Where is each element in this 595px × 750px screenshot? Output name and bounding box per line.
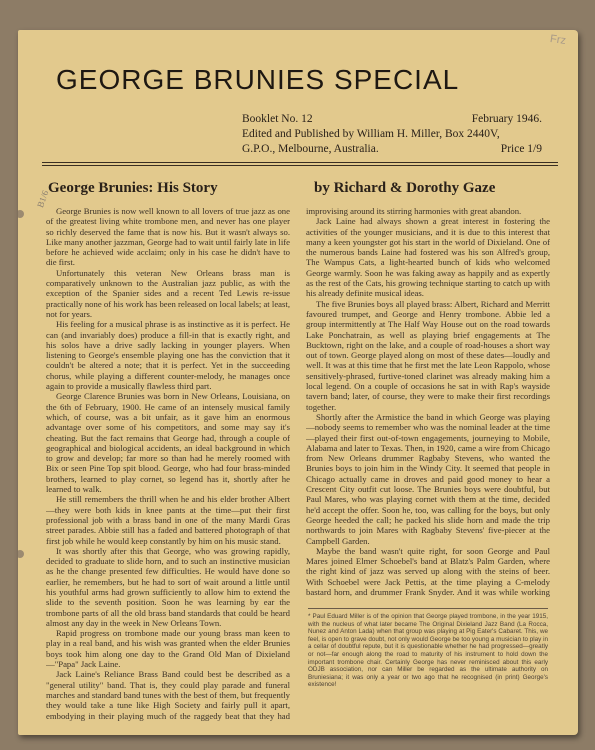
divider-rule (42, 162, 558, 163)
paragraph: improvising around its stirring harmonies with great abandon. (306, 206, 522, 216)
publication-info (242, 112, 542, 157)
paragraph: Shortly after the Armistice the band in which George was playing—nobody seems to remember who was the nominal leader at the time—played their first out-of-town engagements, journeying to Mobile, Alabama and later to Texas. Then, in 1920, came a wire from Chicago from New Orleans drummer Ragbaby Stevens, who wanted the Brunies boys to join him in the Windy City. It seemed that people in Chicago actually came in droves and paid good money to hear a Crescent City outfit cut loose. The Brunies boys were doubtful, but Paul Mares, who was playing cornet with them at the time, decided he'd accept the offer. Soon he, too, was calling for the boys, but only George heeded the call; he packed his slide horn and made the trip northwards to join Mares with Ragbaby Stevens' five-piecer at the Campbell Garden. (306, 411, 550, 546)
margin-annotation: B1/6 (35, 189, 51, 209)
right-column (306, 206, 550, 598)
booklet-page (18, 30, 578, 735)
paragraph: Rapid progress on trombone made our young brass man keen to play in a real band, and his wish was granted when the elder Brunies boys took him along one day to the Grand Old Man of Dixieland—"Papa" Jack Laine. (46, 628, 290, 670)
paragraph: Jack Laine's Reliance Brass Band could best be described as a "general utility" band. That is, they could play parade and funeral marches and standard band tunes with the best of them, but frequently they would take a tune like High Society and fairly pull it apart, embodying in their playing much of the raggedy beat that they had (46, 669, 290, 721)
paragraph: He still remembers the thrill when he and his elder brother Albert—they were both kids in knee pants at the time—put their first professional job with a brass band in one of the many Mardi Gras street parades. Abbie still has a faded and battered photograph of that first job while he would keep constantly by him on his music stand. (46, 494, 290, 546)
paragraph: Unfortunately this veteran New Orleans brass man is comparatively unknown to the Australian jazz public, as with the exception of the Spanier sides and a recent Ted Lewis re-issue practically none of his work has been released on local labels; at least, not for years. (46, 267, 290, 319)
paragraph: George Clarence Brunies was born in New Orleans, Louisiana, on the 6th of February, 1900. He came of an intensely musical family which, of course, was a bit unfair, as it gave him an enormous advantage over some of his competitors, and some may say it's cheating. But the fact remains that George had, through a couple of geographical and biological accidents, an ideal background in which to grow and develop; far more so than had he merely roomed with Bix or seen Pine Top spit blood. George, who had four brass-minded brothers, learned to play cornet, so legend has it, shortly after he learned to walk. (46, 391, 290, 495)
paragraph: It was shortly after this that George, who was growing rapidly, decided to graduate to slide horn, and to such an instinctive musician as he the change presented few difficulties. He would have done so earlier, he remembers, but he had to sort of wait around a little until his youthful arms had grown sufficiently to allow him to extend the slide to the seventh position. Soon he was learning by ear the trombone parts of all the old brass band standards that could be heard almost any day in the week in New Orleans Town. (46, 545, 290, 628)
staple-hole (18, 550, 24, 558)
divider-rule (42, 165, 558, 166)
price: Price 1/9 (500, 143, 542, 155)
paragraph: His feeling for a musical phrase is as instinctive as it is perfect. He can (and invariably does) produce a fill-in that is exactly right, and his solos have a drive sadly lacking in younger players. When listening to George's ensemble playing one has the conviction that it couldn't be altered a note; that it is perfect. Yet in the succeeding chorus, while playing a different counter-melody, he manages once again to provide a musically flawless third part. (46, 319, 290, 392)
paragraph: Maybe the band wasn't quite right, for soon George and Paul Mares joined Elmer Schoebel's band at Blatz's Palm Garden, where the right kind of jazz was served up along with the steins of beer. With Schoebel were Jack Pettis, at the time playing a C-melody bastard horn, and drummer Frank Snyder. And it was while working (306, 545, 550, 597)
article-byline: by Richard & Dorothy Gaze (314, 180, 496, 196)
paragraph: George Brunies is now well known to all lovers of true jazz as one of the greatest living white trombone men, and never has one player so richly deserved the fame that is now his. But it wasn't always so. Like many another jazzman, George had to wait until fairly late in life before he achieved wide acclaim; only in his case he didn't have to die first. (46, 206, 290, 268)
pencil-annotation: Frz (549, 32, 567, 48)
article-title: George Brunies: His Story (48, 180, 218, 196)
publisher-line: Edited and Published by William H. Miller, Box 2440V, (242, 128, 500, 140)
magazine-title: GEORGE BRUNIES SPECIAL (56, 64, 460, 95)
paragraph: Jack Laine had always shown a great interest in fostering the activities of the younger musicians, and it is due to this interest that many a keen youngster got his start in the world of Dixieland. One of the numerous bands Laine had fostered was his son Alfred's group, The Wampus Cats, a light-hearted bunch of kids who welcomed George warmly. Soon he was faking away as happily and as expertly as the rest of the Cats, his growing technique starting to catch up with his already definite musical ideas. (306, 216, 550, 299)
left-column (46, 206, 290, 722)
footnote: * Paul Eduard Miller is of the opinion that George played trombone, in the year 1915, with the nucleus of what later became The Original Dixieland Jazz Band (La Rocca, Nunez and Anton Lada) when that group was playing at Pig Eater's Cabaret. This, we feel, is open to grave doubt, not only would George be too young a musician to play in a cellar of doubtful repute, but it is questionable whether he had progressed—greatly or not—far enough along the road to maturity of his instrument to hold down the important trombone chair. Certainly George has never reminisced about this early ODJB association, nor can Miller be regarded as the ultimate authority on Bruniesiana; it was only a year or two ago that he recognised (in print) George's existence! (308, 608, 548, 689)
booklet-number: Booklet No. 12 (242, 113, 313, 125)
issue-date: February 1946. (471, 113, 542, 125)
address-line: G.P.O., Melbourne, Australia. (242, 143, 379, 155)
staple-hole (18, 210, 24, 218)
paragraph: The five Brunies boys all played brass: Albert, Richard and Merritt favoured trumpet, and George and Henry trombone. Abbie led a group intermittently at The Half Way House out on the road towards Lake Ponchatrain, as well as playing brief engagements at The Bucktown, right on the lake, and a couple of road-houses a short way out of town. George played along on most of these dates—loudly and well. It was at this time that he first met the late Leon Rappolo, whose sensitively-phrased, furtive-toned clarinet was already making him a local legend. On a couple of occasions he sat in with Rap's wayside tavern band; later, of course, they were to make their first recordings together. (306, 298, 550, 412)
